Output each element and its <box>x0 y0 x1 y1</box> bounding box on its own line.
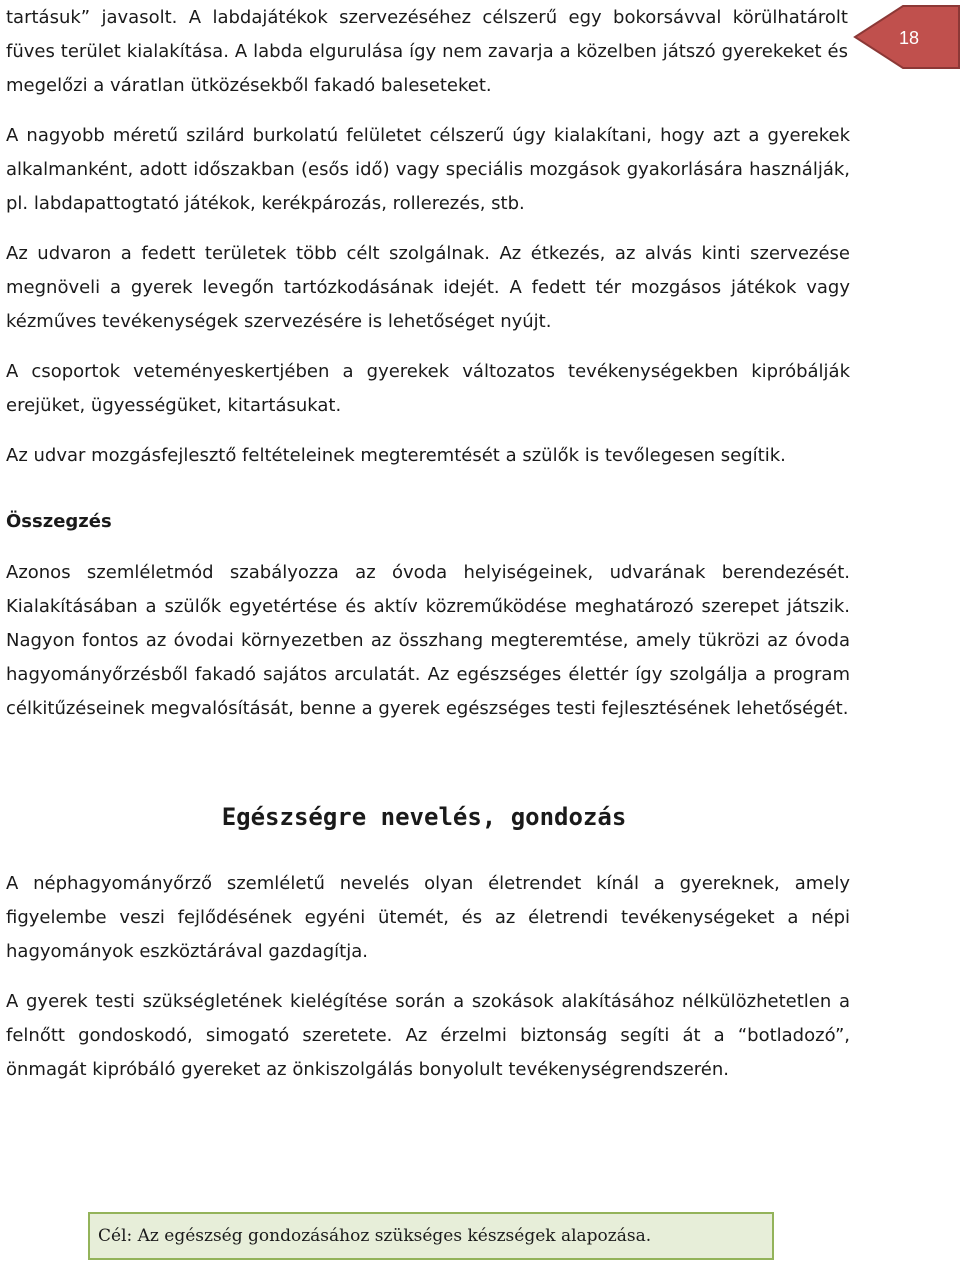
paragraph-summary: Azonos szemléletmód szabályozza az óvoda helyiségeinek, udvarának berendezését. Kialakításában a szülők egyetértése és aktív közreműködése meghatározó szerepet játszik. Nagyon fontos az óvodai környezetben az összhang megteremtése, amely tükrözi az óvoda hagyományőrzésből fakadó sajátos arculatát. Az egészséges élettér így szolgálja a program célkitűzéseinek megvalósítását, benne a gyerek egészséges testi fejlesztésének lehetőségét. <box>6 562 850 719</box>
page-number-badge <box>853 4 960 70</box>
paragraph-folk-tradition: A néphagyományőrző szemléletű nevelés olyan életrendet kínál a gyereknek, amely figyelembe veszi fejlődésének egyéni ütemét, és az életrendi tevékenységeket a népi hagyományok eszköztárával gazdagítja. <box>6 873 850 962</box>
paragraph-covered-areas: Az udvaron a fedett területek több célt szolgálnak. Az étkezés, az alvás kinti szervezése megnöveli a gyerek levegőn tartózkodásának idejét. A fedett tér mozgásos játékok vagy kézműves tevékenységek szervezésére is lehetőséget nyújt. <box>6 243 850 332</box>
paragraph-vegetable-garden: A csoportok veteményeskertjében a gyerekek változatos tevékenységekben kipróbálják erejüket, ügyességüket, kitartásukat. <box>6 361 850 416</box>
goal-text: Cél: Az egészség gondozásához szükséges készségek alapozása. <box>98 1226 652 1246</box>
paragraph-ball-games: tartásuk” javasolt. A labdajátékok szervezéséhez célszerű egy bokorsávval körülhatárolt füves terület kialakítása. A labda elgurulása így nem zavarja a közelben játszó gyerekeket és megelőzi a váratlan ütközésekből fakadó baleseteket. <box>6 7 848 96</box>
summary-heading: Összegzés <box>6 511 112 532</box>
paragraph-parents-help: Az udvar mozgásfejlesztő feltételeinek megteremtését a szülők is tevőlegesen segítik. <box>6 445 786 466</box>
page-number: 18 <box>898 27 920 48</box>
section-title: Egészségre nevelés, gondozás <box>221 803 627 831</box>
paragraph-physical-needs: A gyerek testi szükségletének kielégítése során a szokások alakításához nélkülözhetetlen a felnőtt gondoskodó, simogató szeretete. Az érzelmi biztonság segíti át a “botladozó”, önmagát kipróbáló gyereket az önkiszolgálás bonyolult tevékenységrendszerén. <box>6 991 850 1080</box>
paragraph-paved-surface: A nagyobb méretű szilárd burkolatú felületet célszerű úgy kialakítani, hogy azt a gyerekek alkalmanként, adott időszakban (esős idő) vagy speciális mozgások gyakorlására használják, pl. labdapattogtató játékok, kerékpározás, rollerezés, stb. <box>6 125 850 214</box>
goal-box <box>88 1212 774 1260</box>
